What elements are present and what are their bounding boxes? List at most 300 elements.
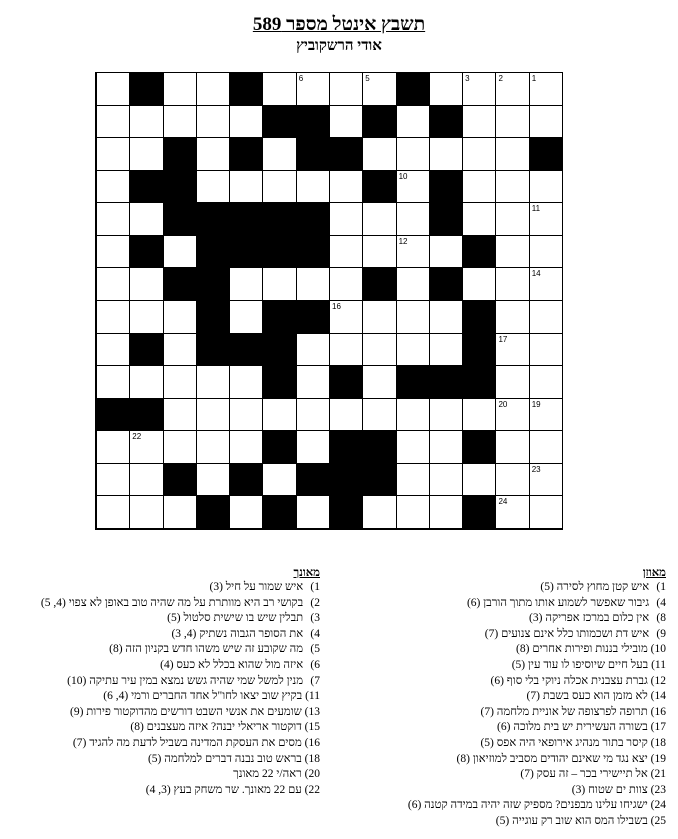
clue-index: 22) — [304, 783, 320, 796]
grid-cell[interactable] — [262, 138, 295, 171]
clue-text: בראש טוב נבנה דברים למלחמה (5) — [147, 752, 302, 765]
grid-cell[interactable] — [495, 203, 528, 236]
grid-cell[interactable] — [296, 431, 329, 464]
across-clue — [408, 611, 666, 627]
clue-index: 13) — [304, 705, 320, 718]
clue-text: איש קטן מחוץ לסירה (5) — [540, 581, 650, 593]
black-cell — [462, 301, 495, 334]
grid-cell[interactable] — [396, 431, 429, 464]
clue-index: 3) — [310, 612, 320, 625]
grid-cell[interactable] — [495, 366, 528, 399]
clue-number: 16 — [332, 302, 341, 311]
grid-cell[interactable] — [529, 334, 562, 367]
grid-cell[interactable] — [262, 171, 295, 204]
grid-cell[interactable] — [229, 366, 262, 399]
grid-cell[interactable] — [429, 399, 462, 432]
grid-cell[interactable] — [429, 301, 462, 334]
clue-number: 5 — [365, 74, 370, 83]
grid-cell[interactable] — [229, 106, 262, 139]
black-cell — [262, 236, 295, 269]
clue-index: 2) — [310, 596, 320, 609]
grid-cell[interactable] — [362, 496, 395, 529]
grid-cell[interactable] — [262, 268, 295, 301]
down-clue — [41, 736, 320, 752]
grid-cell[interactable] — [529, 73, 562, 106]
black-cell — [329, 138, 362, 171]
grid-cell[interactable] — [196, 171, 229, 204]
grid-cell[interactable] — [529, 496, 562, 529]
clue-text: עם 22 מאונך. שר משחק בעץ (3, 4) — [145, 783, 302, 796]
grid-cell[interactable] — [96, 334, 129, 367]
grid-cell[interactable] — [396, 171, 429, 204]
across-clue — [408, 642, 666, 658]
black-cell — [429, 268, 462, 301]
grid-cell[interactable] — [529, 431, 562, 464]
grid-cell[interactable] — [163, 106, 196, 139]
across-clue — [408, 658, 666, 674]
black-cell — [229, 138, 262, 171]
grid-cell[interactable] — [462, 203, 495, 236]
grid-cell[interactable] — [529, 171, 562, 204]
grid-cell[interactable] — [462, 73, 495, 106]
black-cell — [229, 334, 262, 367]
across-clue — [408, 720, 666, 736]
grid-cell[interactable] — [396, 138, 429, 171]
grid-cell[interactable] — [163, 301, 196, 334]
down-clue — [41, 705, 320, 721]
grid-cell[interactable] — [129, 268, 162, 301]
grid-cell[interactable] — [96, 236, 129, 269]
clue-number: 22 — [132, 432, 142, 442]
black-cell — [262, 366, 295, 399]
clue-index: 15) — [304, 721, 320, 734]
grid-cell[interactable] — [129, 138, 162, 171]
across-clue — [408, 752, 666, 768]
clue-index: 7) — [310, 674, 320, 687]
across-clue — [408, 798, 666, 814]
grid-cell[interactable] — [96, 171, 129, 204]
across-clue — [408, 767, 666, 783]
clue-text: ראה/י 22 מאונך — [233, 768, 302, 781]
down-clue — [41, 767, 320, 783]
black-cell — [462, 236, 495, 269]
clue-text: אין כלום במרכז אפריקה (3) — [529, 612, 650, 625]
grid-cell[interactable] — [396, 203, 429, 236]
black-cell — [229, 203, 262, 236]
clue-index: 20) — [304, 768, 320, 781]
clue-index: 14) — [650, 690, 666, 703]
clue-number: 1 — [531, 74, 537, 83]
grid-cell[interactable] — [196, 431, 229, 464]
black-cell — [262, 106, 295, 139]
black-cell — [462, 334, 495, 367]
down-clue — [41, 658, 320, 674]
grid-cell[interactable] — [462, 399, 495, 432]
across-clue — [408, 736, 666, 752]
grid-cell[interactable] — [96, 301, 129, 334]
grid-cell[interactable] — [396, 268, 429, 301]
grid-cell[interactable] — [196, 106, 229, 139]
grid-cell[interactable] — [329, 203, 362, 236]
grid-cell[interactable] — [262, 464, 295, 497]
grid-cell[interactable] — [163, 334, 196, 367]
grid-cell[interactable] — [362, 236, 395, 269]
clue-number: 2 — [498, 74, 503, 83]
down-clue — [41, 611, 320, 627]
black-cell — [129, 171, 162, 204]
clue-text: מה שקובע זה שיש משהו חדש בקניון הזה (8) — [109, 643, 304, 656]
grid-cell[interactable] — [96, 431, 129, 464]
grid-cell[interactable] — [296, 366, 329, 399]
across-clue — [408, 627, 666, 643]
clue-text: צוות ים שטוח (3) — [571, 783, 648, 796]
clue-index: 5) — [310, 643, 320, 656]
clue-text: בקושי רב היא מוותרת על מה שהיה טוב באופן לא צפוי (4, 5) — [40, 596, 304, 609]
black-cell — [329, 366, 362, 399]
grid-cell[interactable] — [329, 268, 362, 301]
grid-cell[interactable] — [96, 138, 129, 171]
clue-number: 20 — [498, 399, 508, 409]
black-cell — [296, 236, 329, 269]
black-cell — [163, 464, 196, 497]
grid-cell[interactable] — [229, 301, 262, 334]
clue-text: בשורה העשירית יש בית מלוכה (6) — [497, 721, 648, 734]
black-cell — [362, 268, 395, 301]
grid-cell[interactable] — [229, 496, 262, 529]
black-cell — [362, 431, 395, 464]
grid-cell[interactable] — [529, 236, 562, 269]
black-cell — [196, 203, 229, 236]
black-cell — [429, 203, 462, 236]
black-cell — [262, 301, 295, 334]
grid-cell[interactable] — [529, 106, 562, 139]
grid-cell[interactable] — [96, 496, 129, 529]
grid-cell[interactable] — [196, 464, 229, 497]
black-cell — [462, 431, 495, 464]
clue-index: 11) — [305, 690, 320, 703]
clue-text: גיבור שאפשר לשמוע אותו מתוך הורבן (6) — [466, 596, 650, 609]
clue-text: לא מזמן הוא כעס בשבת (7) — [526, 690, 648, 703]
grid-cell[interactable] — [529, 203, 562, 236]
black-cell — [163, 268, 196, 301]
black-cell — [396, 366, 429, 399]
clue-index: 25) — [650, 814, 666, 827]
clue-text: בעל חיים שיוסיפו לו עוד עין (5) — [511, 658, 649, 671]
down-clues — [41, 567, 320, 798]
black-cell — [96, 399, 129, 432]
clue-index: 6) — [310, 658, 320, 671]
black-cell — [163, 171, 196, 204]
grid-cell[interactable] — [296, 334, 329, 367]
clue-index: 18) — [304, 752, 320, 765]
black-cell — [229, 464, 262, 497]
grid-cell[interactable] — [296, 399, 329, 432]
grid-cell[interactable] — [362, 138, 395, 171]
clue-number: 24 — [498, 497, 508, 507]
black-cell — [196, 496, 229, 529]
down-clue — [41, 674, 320, 690]
clue-number: 19 — [531, 399, 541, 409]
grid-cell[interactable] — [495, 268, 528, 301]
down-heading: מאונך — [293, 567, 320, 579]
grid-cell[interactable] — [462, 464, 495, 497]
grid-cell[interactable] — [296, 171, 329, 204]
clue-number: 23 — [531, 464, 541, 474]
clue-text: מנין למשל שמי שהיה גשש נמצא במין עיר עתיקה (10) — [67, 674, 304, 687]
black-cell — [196, 334, 229, 367]
clue-index: 11) — [651, 658, 666, 671]
grid-cell[interactable] — [529, 268, 562, 301]
grid-cell[interactable] — [196, 399, 229, 432]
grid-cell[interactable] — [495, 301, 528, 334]
grid-cell[interactable] — [529, 301, 562, 334]
grid-cell[interactable] — [96, 203, 129, 236]
grid-cell[interactable] — [495, 399, 528, 432]
black-cell — [196, 268, 229, 301]
grid-cell[interactable] — [296, 496, 329, 529]
down-clue — [41, 596, 320, 612]
grid-cell[interactable] — [129, 301, 162, 334]
black-cell — [196, 236, 229, 269]
black-cell — [262, 431, 295, 464]
grid-cell[interactable] — [362, 366, 395, 399]
black-cell — [129, 73, 162, 106]
black-cell — [262, 203, 295, 236]
clue-text: איש דת ושכמותו כלל אינם צנועים (7) — [484, 627, 650, 640]
black-cell — [429, 171, 462, 204]
across-heading: מאוזן — [642, 567, 666, 579]
grid-cell[interactable] — [396, 464, 429, 497]
black-cell — [129, 399, 162, 432]
black-cell — [296, 106, 329, 139]
clue-text: ישגיחו עלינו מבפנים? מספיק שזה יהיה במידה קטנה (6) — [407, 799, 648, 812]
grid-cell[interactable] — [163, 496, 196, 529]
grid-cell[interactable] — [329, 73, 362, 106]
grid-cell[interactable] — [163, 73, 196, 106]
grid-cell[interactable] — [495, 464, 528, 497]
clue-index: 4) — [656, 596, 666, 609]
grid-cell[interactable] — [429, 334, 462, 367]
clue-text: אל תיישירי בכר – זה עסק (7) — [520, 768, 648, 781]
clue-index: 12) — [650, 674, 666, 687]
grid-cell[interactable] — [96, 366, 129, 399]
grid-cell[interactable] — [262, 73, 295, 106]
grid-cell[interactable] — [96, 106, 129, 139]
clue-index: 9) — [656, 627, 666, 640]
grid-cell[interactable] — [495, 171, 528, 204]
grid-cell[interactable] — [495, 73, 528, 106]
down-clue — [41, 689, 320, 705]
grid-cell[interactable] — [229, 399, 262, 432]
black-cell — [229, 73, 262, 106]
grid-cell[interactable] — [396, 236, 429, 269]
grid-cell[interactable] — [495, 334, 528, 367]
across-clue — [408, 689, 666, 705]
grid-cell[interactable] — [229, 268, 262, 301]
grid-cell[interactable] — [329, 236, 362, 269]
grid-cell[interactable] — [362, 334, 395, 367]
grid-cell[interactable] — [529, 399, 562, 432]
grid-cell[interactable] — [429, 464, 462, 497]
grid-cell[interactable] — [529, 366, 562, 399]
clue-index: 16) — [650, 705, 666, 718]
grid-cell[interactable] — [163, 366, 196, 399]
grid-cell[interactable] — [462, 171, 495, 204]
grid-cell[interactable] — [129, 106, 162, 139]
grid-cell[interactable] — [362, 399, 395, 432]
grid-cell[interactable] — [296, 268, 329, 301]
clue-index: 10) — [650, 643, 666, 656]
black-cell — [362, 464, 395, 497]
down-clue — [41, 642, 320, 658]
across-clue — [408, 783, 666, 799]
black-cell — [329, 431, 362, 464]
grid-cell[interactable] — [262, 399, 295, 432]
black-cell — [262, 496, 295, 529]
across-clue — [408, 705, 666, 721]
clue-text: תרופה לפרצופה של אוניית מלחמה (7) — [480, 705, 648, 718]
grid-cell[interactable] — [429, 431, 462, 464]
clue-index: 1) — [310, 581, 320, 593]
black-cell — [296, 301, 329, 334]
black-cell — [129, 334, 162, 367]
grid-cell[interactable] — [196, 366, 229, 399]
clue-text: שומעים את אנשי השבט דורשים מהדוקטור פירות (9) — [69, 705, 302, 718]
grid-cell[interactable] — [129, 496, 162, 529]
grid-cell[interactable] — [495, 496, 528, 529]
black-cell — [362, 171, 395, 204]
black-cell — [462, 366, 495, 399]
grid-cell[interactable] — [429, 236, 462, 269]
black-cell — [462, 496, 495, 529]
grid-cell[interactable] — [362, 203, 395, 236]
grid-cell[interactable] — [96, 268, 129, 301]
grid-cell[interactable] — [96, 464, 129, 497]
clue-text: בקיץ שוב יצאו לחו"ל אחד החברים ורמי (4, 6) — [103, 690, 303, 703]
grid-cell[interactable] — [229, 431, 262, 464]
clue-index: 1) — [656, 581, 666, 593]
grid-cell[interactable] — [396, 399, 429, 432]
grid-cell[interactable] — [396, 334, 429, 367]
clue-index: 21) — [650, 768, 666, 781]
black-cell — [296, 464, 329, 497]
black-cell — [429, 366, 462, 399]
grid-cell[interactable] — [462, 138, 495, 171]
grid-cell[interactable] — [462, 268, 495, 301]
clue-index: 16) — [304, 736, 320, 749]
clue-index: 18) — [650, 736, 666, 749]
clue-text: את הסופר הגבוה נשתיק (4, 3) — [171, 627, 304, 640]
grid-cell[interactable] — [129, 366, 162, 399]
grid-cell[interactable] — [495, 138, 528, 171]
puzzle-title: תשבץ אינטל מספר 589 — [252, 14, 426, 35]
grid-cell[interactable] — [329, 301, 362, 334]
grid-cell[interactable] — [196, 73, 229, 106]
grid-cell[interactable] — [329, 106, 362, 139]
grid-cell[interactable] — [129, 464, 162, 497]
grid-cell[interactable] — [429, 496, 462, 529]
grid-cell[interactable] — [429, 138, 462, 171]
grid-cell[interactable] — [495, 236, 528, 269]
grid-cell[interactable] — [129, 203, 162, 236]
clue-index: 23) — [650, 783, 666, 796]
black-cell — [429, 106, 462, 139]
down-clue — [41, 720, 320, 736]
clue-index: 24) — [650, 799, 666, 812]
black-cell — [296, 203, 329, 236]
black-cell — [229, 236, 262, 269]
grid-cell[interactable] — [462, 106, 495, 139]
clue-text: דוקטור אריאלי יבנה? איזה מעצבנים (8) — [130, 721, 302, 734]
grid-cell[interactable] — [495, 106, 528, 139]
clue-text: מסים את העסקת המדינה בשביל לדעת מה להגיד (7) — [72, 736, 302, 749]
grid-cell[interactable] — [529, 464, 562, 497]
puzzle-author: אודי הרשקוביץ — [296, 38, 382, 54]
clue-number: 14 — [531, 269, 541, 279]
clue-text: יצא נגד מי שאינם יהודים מסביב למוזיאון (8) — [456, 752, 648, 765]
down-clue — [41, 752, 320, 768]
grid-cell[interactable] — [362, 73, 395, 106]
black-cell — [163, 203, 196, 236]
grid-cell[interactable] — [329, 171, 362, 204]
grid-cell[interactable] — [495, 431, 528, 464]
grid-cell[interactable] — [229, 171, 262, 204]
across-clue — [408, 814, 666, 830]
clue-text: בשבילו המס הוא שוב רק עוגייה (5) — [495, 814, 648, 827]
across-clues — [408, 567, 666, 830]
clue-text: גברת עצבנית אכלה ניוקי בלי סוף (6) — [490, 674, 648, 687]
grid-cell[interactable] — [362, 301, 395, 334]
black-cell — [329, 464, 362, 497]
down-clue — [41, 580, 320, 596]
across-clue — [408, 674, 666, 690]
black-cell — [529, 138, 562, 171]
black-cell — [296, 138, 329, 171]
grid-cell[interactable] — [163, 236, 196, 269]
clue-text: איזה מול שהוא בכלל לא כעס (4) — [160, 658, 304, 671]
down-clue — [41, 783, 320, 799]
clue-text: איש שמור על חיל (3) — [209, 581, 304, 593]
grid-cell[interactable] — [96, 73, 129, 106]
clue-index: 17) — [650, 721, 666, 734]
black-cell — [196, 301, 229, 334]
grid-cell[interactable] — [396, 496, 429, 529]
clue-text: מובילי בננות ופירות אחרים (8) — [516, 643, 648, 656]
clue-number: 17 — [498, 334, 508, 344]
down-clue — [41, 627, 320, 643]
grid-cell[interactable] — [296, 73, 329, 106]
grid-cell[interactable] — [329, 399, 362, 432]
clue-text: תבלין שיש בו שישית סלטול (5) — [167, 612, 304, 625]
grid-cell[interactable] — [196, 138, 229, 171]
grid-cell[interactable] — [163, 399, 196, 432]
clue-number: 6 — [298, 74, 304, 83]
grid-cell[interactable] — [329, 334, 362, 367]
grid-cell[interactable] — [163, 431, 196, 464]
grid-cell[interactable] — [129, 431, 162, 464]
clue-number: 12 — [398, 236, 408, 246]
across-clue — [408, 580, 666, 596]
clue-index: 19) — [650, 752, 666, 765]
grid-cell[interactable] — [396, 301, 429, 334]
grid-cell[interactable] — [429, 73, 462, 106]
across-clue — [408, 596, 666, 612]
crossword-grid — [95, 72, 563, 530]
grid-cell[interactable] — [396, 106, 429, 139]
black-cell — [329, 496, 362, 529]
clue-index: 8) — [656, 612, 666, 625]
black-cell — [362, 106, 395, 139]
